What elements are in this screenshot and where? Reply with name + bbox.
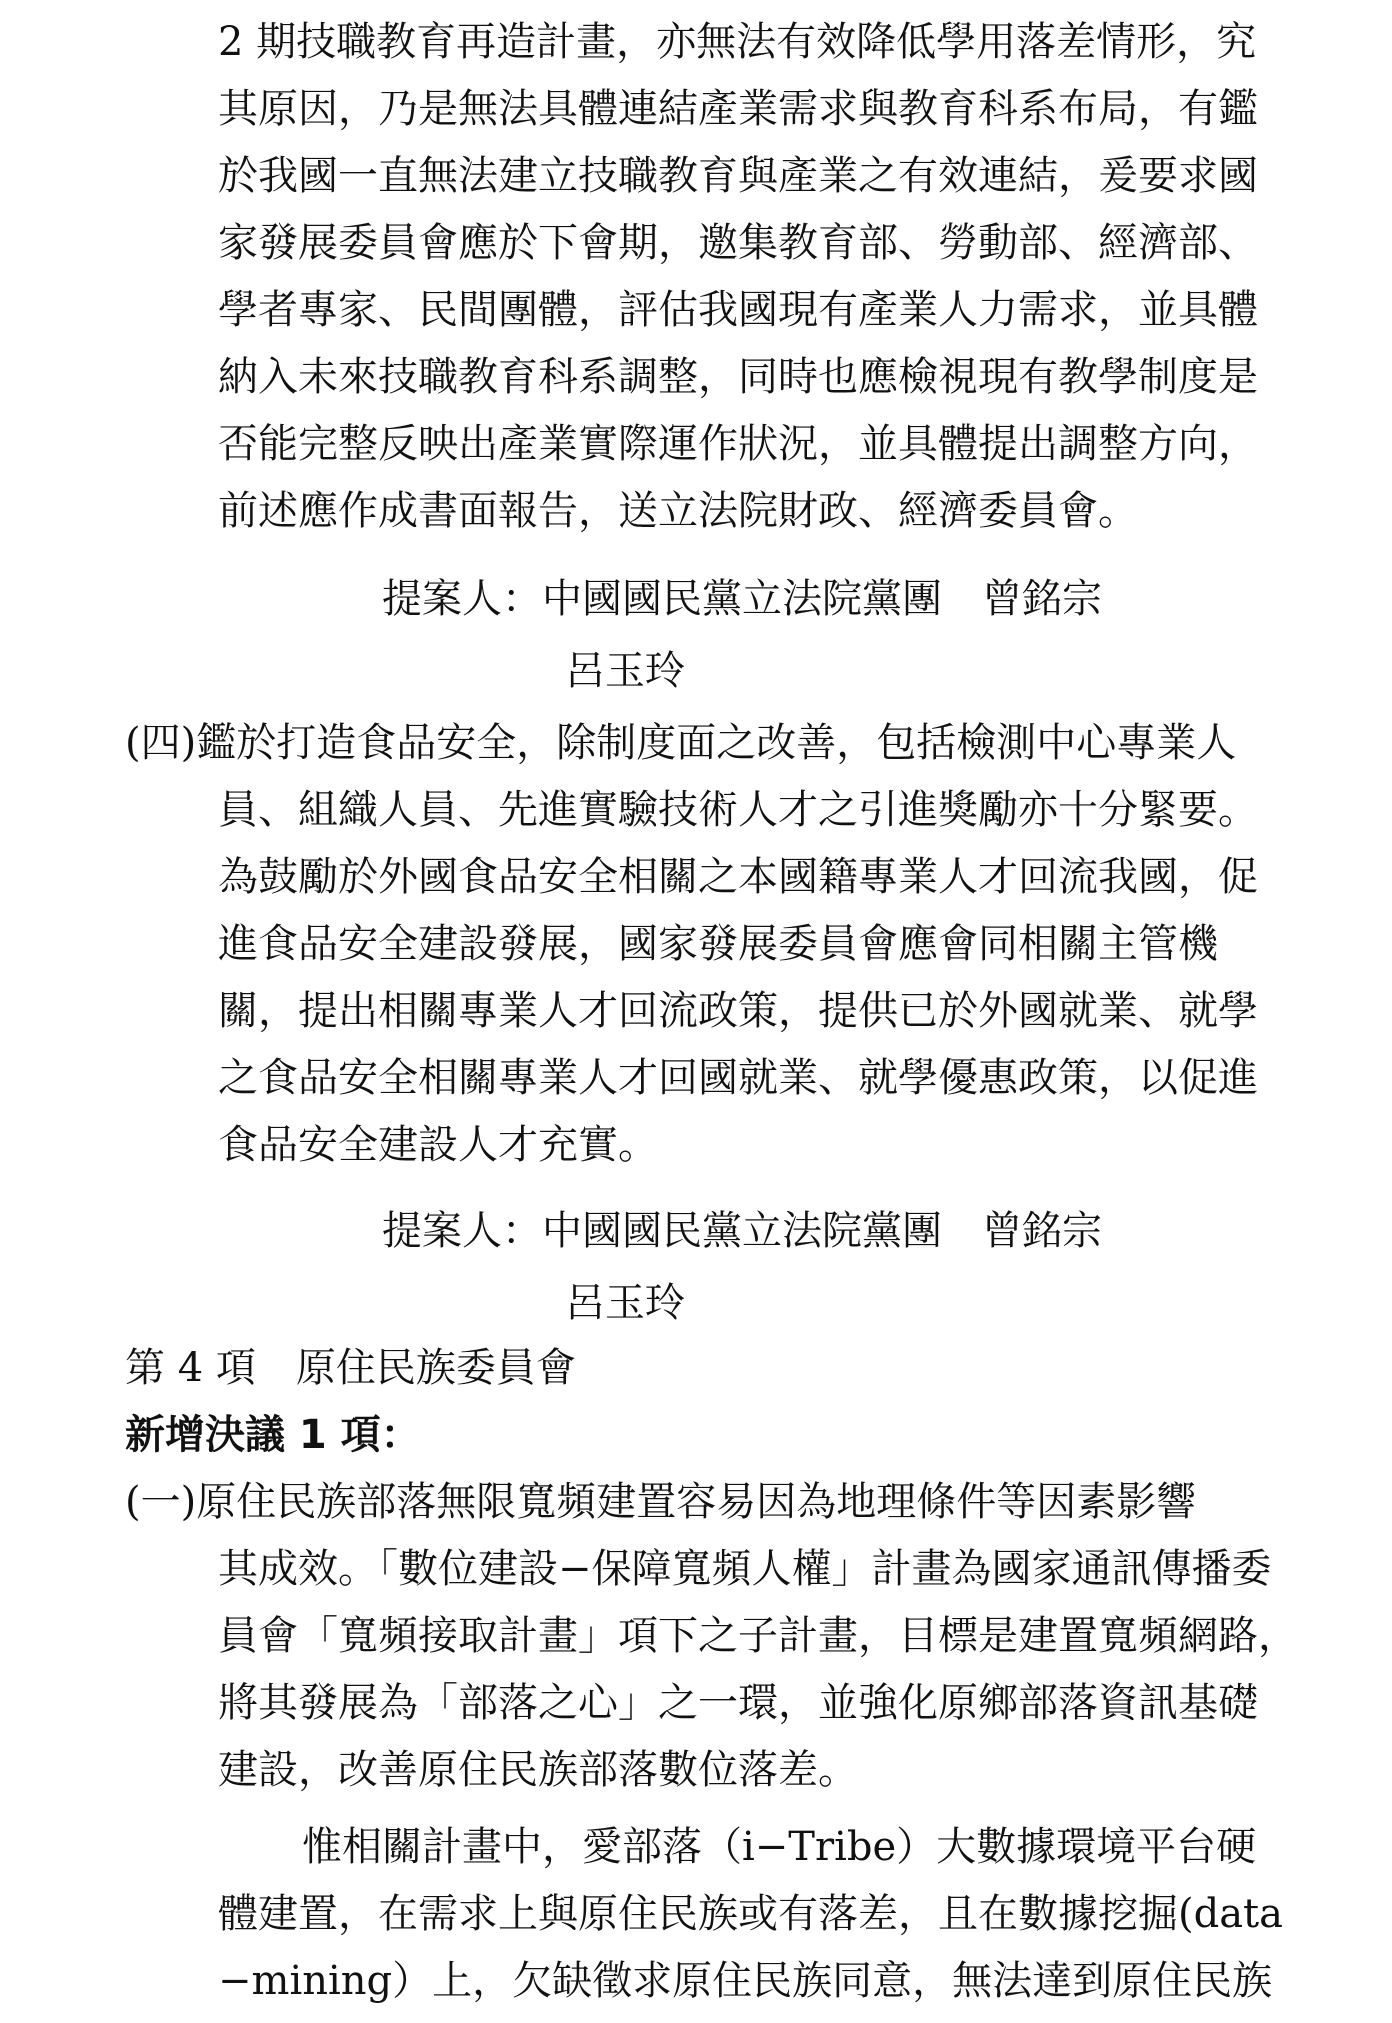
paragraph-line: 其原因，乃是無法具體連結產業需求與教育科系布局，有鑑 xyxy=(218,86,1258,132)
proposer-line: 提案人：中國國民黨立法院黨團 曾銘宗 xyxy=(382,1208,1102,1254)
paragraph-line: 進食品安全建設發展，國家發展委員會應會同相關主管機 xyxy=(218,921,1218,967)
paragraph-line: 之食品安全相關專業人才回國就業、就學優惠政策，以促進 xyxy=(218,1055,1258,1101)
paragraph-line: 食品安全建設人才充實。 xyxy=(218,1122,658,1168)
paragraph-first-line: 惟相關計畫中，愛部落（i−Tribe）大數據環境平台硬 xyxy=(302,1824,1257,1870)
section-subheading: 新增決議 1 項： xyxy=(125,1412,421,1458)
paragraph-line: 體建置，在需求上與原住民族或有落差，且在數據挖掘(data xyxy=(218,1891,1283,1937)
paragraph-line: 建設，改善原住民族部落數位落差。 xyxy=(218,1747,858,1793)
paragraph-line: 員、組織人員、先進實驗技術人才之引進獎勵亦十分緊要。 xyxy=(218,787,1258,833)
paragraph-line: 學者專家、民間團體，評估我國現有產業人力需求，並具體 xyxy=(218,287,1258,333)
cosigner-line: 呂玉玲 xyxy=(565,648,685,694)
paragraph-line: −mining）上，欠缺徵求原住民族同意，無法達到原住民族 xyxy=(218,1958,1273,2004)
paragraph-line: 2 期技職教育再造計畫，亦無法有效降低學用落差情形，究 xyxy=(218,19,1257,65)
cosigner-line: 呂玉玲 xyxy=(565,1280,685,1326)
section-heading: 第 4 項 原住民族委員會 xyxy=(125,1345,576,1391)
paragraph-line: 納入未來技職教育科系調整，同時也應檢視現有教學制度是 xyxy=(218,354,1258,400)
paragraph-line: 其成效。「數位建設−保障寬頻人權」計畫為國家通訊傳播委 xyxy=(218,1546,1272,1592)
paragraph-line: 前述應作成書面報告，送立法院財政、經濟委員會。 xyxy=(218,488,1138,534)
paragraph-line: 為鼓勵於外國食品安全相關之本國籍專業人才回流我國，促 xyxy=(218,854,1258,900)
paragraph-line: 否能完整反映出產業實際運作狀況，並具體提出調整方向， xyxy=(218,421,1258,467)
paragraph-line: 關，提出相關專業人才回流政策，提供已於外國就業、就學 xyxy=(218,988,1258,1034)
item-one-first-line: (一)原住民族部落無限寬頻建置容易因為地理條件等因素影響 xyxy=(125,1479,1197,1525)
item-four-first-line: (四)鑑於打造食品安全，除制度面之改善，包括檢測中心專業人 xyxy=(125,720,1237,766)
proposer-line: 提案人：中國國民黨立法院黨團 曾銘宗 xyxy=(382,576,1102,622)
paragraph-line: 家發展委員會應於下會期，邀集教育部、勞動部、經濟部、 xyxy=(218,220,1258,266)
paragraph-line: 於我國一直無法建立技職教育與產業之有效連結，爰要求國 xyxy=(218,153,1258,199)
paragraph-line: 將其發展為「部落之心」之一環，並強化原鄉部落資訊基礎 xyxy=(218,1680,1258,1726)
paragraph-line: 員會「寬頻接取計畫」項下之子計畫，目標是建置寬頻網路， xyxy=(218,1613,1298,1659)
